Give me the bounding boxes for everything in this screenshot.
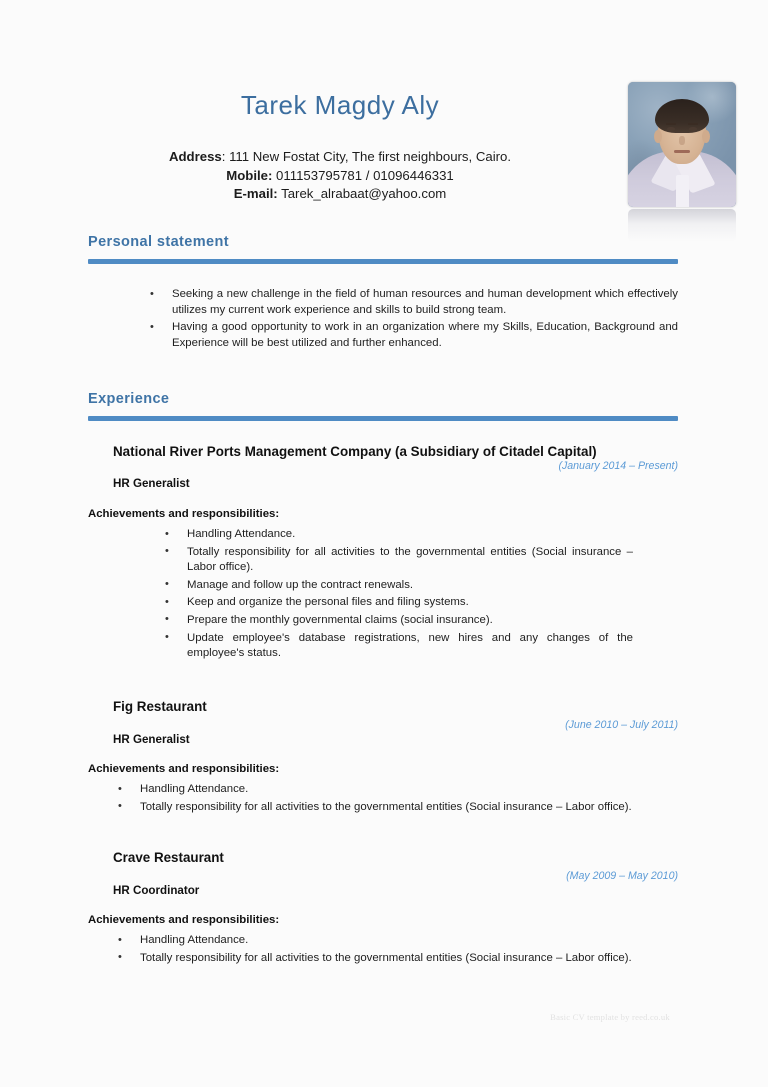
experience-achievements: [88, 914, 678, 926]
section-heading-personal-statement: [88, 234, 229, 250]
email-label: E-mail:: [233, 186, 278, 201]
avatar: [628, 82, 736, 242]
achievements-label: Achievements and responsibilities:: [88, 763, 280, 775]
list-item: • Totally responsibility for all activities to the governmental entities (Social insurance – Labor office).: [116, 951, 636, 967]
email-value: Tarek_alrabaat@yahoo.com: [277, 186, 447, 201]
job-date: (January 2014 – Present): [558, 460, 678, 472]
list-item: • Having a good opportunity to work in an organization where my Skills, Education, Background and Experience will be best utilized and further enhanced.: [148, 320, 678, 351]
job-company: Fig Restaurant: [113, 699, 207, 714]
list-item: • Totally responsibility for all activities to the governmental entities (Social insurance – Labor office).: [116, 800, 636, 816]
job-role: HR Coordinator: [113, 884, 200, 897]
mobile-label: Mobile:: [226, 167, 273, 183]
list-item: • Handling Attendance.: [163, 527, 633, 543]
experience-bullets: [116, 933, 636, 968]
experience-entry: [113, 850, 678, 897]
experience-bullets: [163, 527, 633, 664]
experience-entry: [113, 699, 678, 746]
list-item: • Prepare the monthly governmental claims (social insurance).: [163, 613, 633, 629]
list-item: • Keep and organize the personal files and filing systems.: [163, 595, 633, 611]
photo-reflection: [628, 209, 736, 242]
job-role: HR Generalist: [113, 477, 190, 490]
person-photo-icon: [628, 82, 736, 207]
experience-bullets: [116, 782, 636, 817]
experience-achievements: [88, 763, 678, 775]
job-company: Crave Restaurant: [113, 850, 224, 865]
achievements-label: Achievements and responsibilities:: [88, 914, 280, 926]
list-item: • Totally responsibility for all activities to the governmental entities (Social insurance – Labor office).: [163, 545, 633, 576]
address-separator: :: [221, 149, 230, 164]
personal-statement-body: [148, 287, 678, 353]
job-company: National River Ports Management Company (a Subsidiary of Citadel Capital): [113, 444, 597, 459]
section-rule-personal-statement: [88, 259, 678, 264]
job-bullet-list: [163, 527, 633, 662]
contact-block: [90, 148, 590, 204]
achievements-label: Achievements and responsibilities:: [88, 508, 280, 520]
contact-email-line: [90, 185, 590, 204]
resume-header: [0, 0, 768, 232]
section-rule-experience: [88, 416, 678, 421]
contact-mobile-line: [90, 167, 590, 186]
list-item: • Update employee's database registrations, new hires and any changes of the employee's status.: [163, 631, 633, 662]
job-bullet-list: [116, 933, 636, 966]
mobile-value: 011153795781 / 01096446331: [272, 167, 454, 183]
contact-address-line: [90, 148, 590, 167]
job-date: (May 2009 – May 2010): [566, 870, 678, 882]
personal-statement-list: [148, 287, 678, 351]
template-watermark: Basic CV template by reed.co.uk: [550, 1012, 670, 1022]
experience-achievements: [88, 508, 678, 520]
page-title: Tarek Magdy Aly: [240, 90, 440, 120]
list-item: • Seeking a new challenge in the field of human resources and human development which effectively utilizes my current work experience and skills to build strong team.: [148, 287, 678, 318]
section-heading-experience: [88, 391, 169, 407]
experience-entry: [113, 444, 678, 490]
job-date: (June 2010 – July 2011): [565, 719, 678, 731]
list-item: • Handling Attendance.: [116, 782, 636, 798]
list-item: • Manage and follow up the contract renewals.: [163, 578, 633, 594]
job-bullet-list: [116, 782, 636, 815]
job-role: HR Generalist: [113, 733, 190, 746]
section-title: Personal statement: [88, 234, 229, 250]
address-value: 111 New Fostat City, The first neighbours, Cairo.: [229, 149, 512, 164]
address-label: Address: [168, 149, 222, 164]
section-title: Experience: [88, 391, 170, 407]
list-item: • Handling Attendance.: [116, 933, 636, 949]
